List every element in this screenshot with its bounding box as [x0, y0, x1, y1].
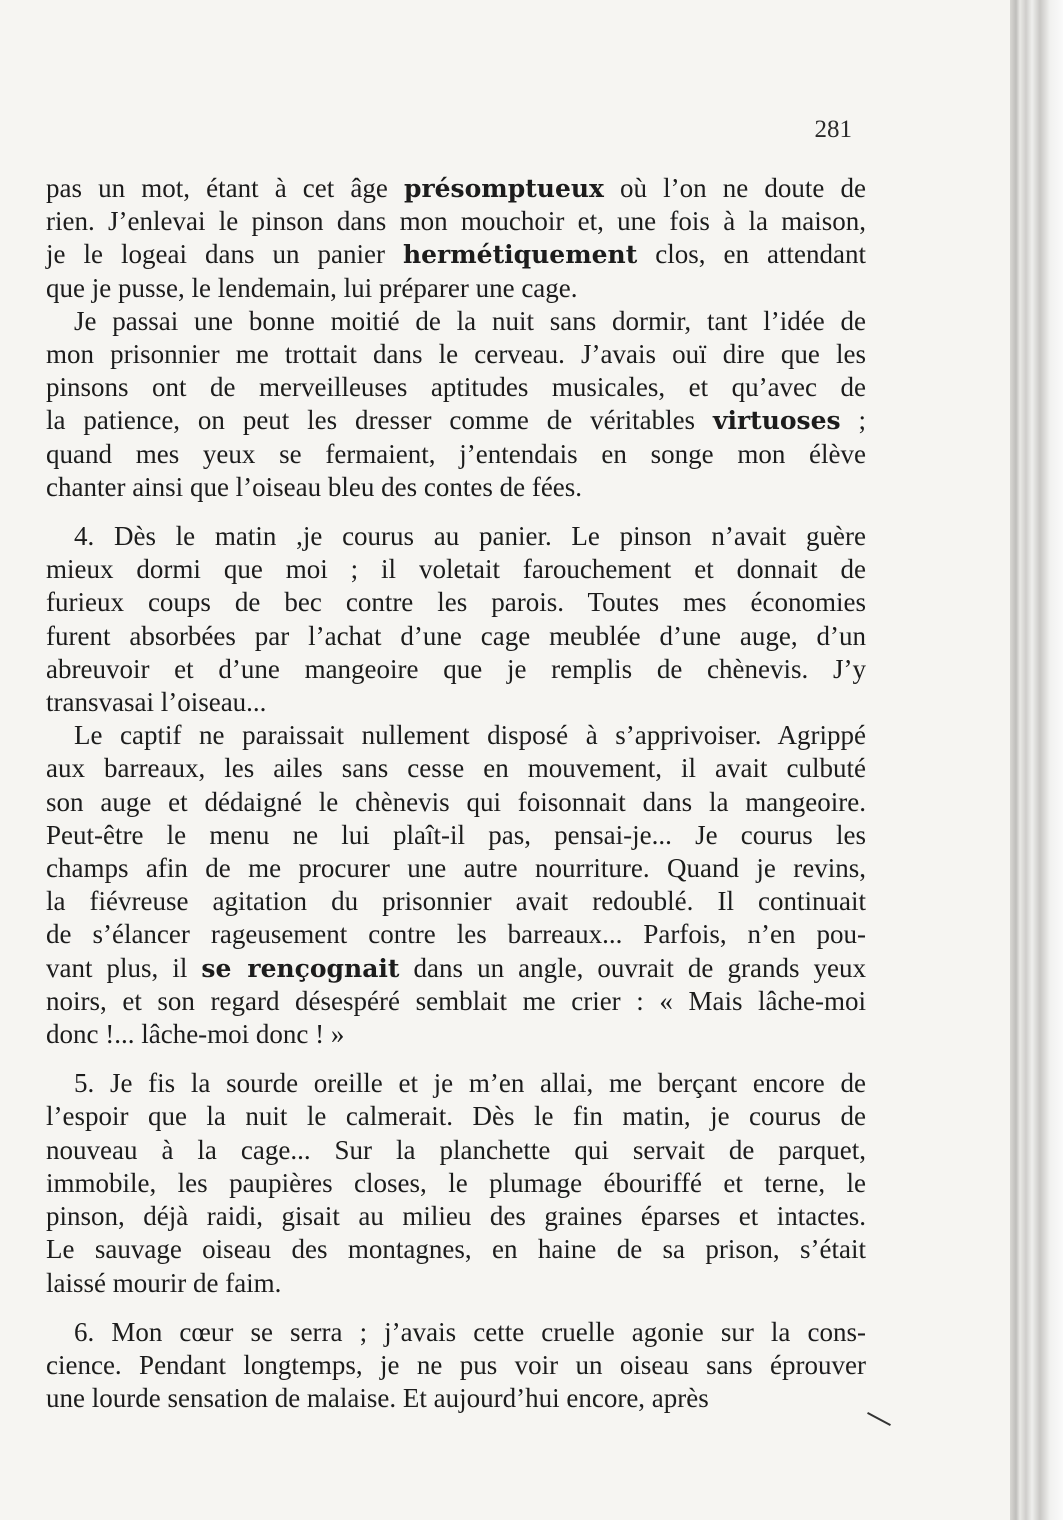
text-run: 4. Dès le matin ,je courus au panier. Le pinson n’avait guère: [74, 521, 866, 552]
text-run: que je pusse, le lendemain, lui préparer une cage.: [46, 272, 578, 303]
text-line: [46, 1200, 866, 1233]
text-run: clos, en attendant: [637, 239, 866, 270]
text-line: [46, 653, 866, 686]
text-run: abreuvoir et d’une mangeoire que je remplis de chènevis. J’y: [46, 653, 866, 684]
text-run: une lourde sensation de malaise. Et aujourd’hui encore, après: [46, 1383, 709, 1414]
text-run: furieux coups de bec contre les parois. Toutes mes économies: [46, 587, 866, 618]
text-run: pinson, déjà raidi, gisait au milieu des graines éparses et intactes.: [46, 1201, 866, 1232]
text-line: [46, 985, 866, 1018]
text-run: Le sauvage oiseau des montagnes, en haine de sa prison, s’était: [46, 1234, 866, 1265]
paragraph: [46, 1316, 866, 1416]
text-run: quand mes yeux se fermaient, j’entendais en songe mon élève: [46, 438, 866, 469]
text-line: [46, 471, 866, 504]
text-line: [46, 520, 866, 553]
text-line: [46, 852, 866, 885]
text-line: [46, 1167, 866, 1200]
text-run: 5. Je fis la sourde oreille et je m’en allai, me berçant encore de: [74, 1068, 866, 1099]
text-line: [46, 752, 866, 785]
text-line: [46, 371, 866, 404]
text-run: pinsons ont de merveilleuses aptitudes musicales, et qu’avec de: [46, 372, 866, 403]
text-run: je le logeai dans un panier: [46, 239, 403, 270]
text-run: champs afin de me procurer une autre nourriture. Quand je revins,: [46, 853, 866, 884]
text-line: [46, 1267, 866, 1300]
book-page-edges: [1010, 0, 1063, 1520]
text-line: [46, 553, 866, 586]
text-line: [46, 438, 866, 471]
text-run: mieux dormi que moi ; il voletait farouchement et donnait de: [46, 554, 866, 585]
text-run: dans un angle, ouvrait de grands yeux: [399, 952, 866, 983]
text-line: [46, 719, 866, 752]
text-line: [46, 1067, 866, 1100]
text-line: [46, 1316, 866, 1349]
text-run: aux barreaux, les ailes sans cesse en mouvement, il avait culbuté: [46, 753, 866, 784]
text-line: [46, 1233, 866, 1266]
text-line: [46, 272, 866, 305]
bold-vocabulary-word: présomptueux: [403, 174, 604, 203]
body-text: [46, 172, 866, 1415]
text-line: [46, 819, 866, 852]
paragraph: [46, 520, 866, 719]
text-run: laissé mourir de faim.: [46, 1267, 282, 1298]
text-line: [46, 1382, 866, 1415]
bold-vocabulary-word: hermétiquement: [402, 240, 638, 270]
text-line: [46, 686, 866, 719]
text-line: [46, 1134, 866, 1167]
text-run: Le captif ne paraissait nullement disposé à s’apprivoiser. Agrippé: [74, 720, 866, 751]
text-run: l’espoir que la nuit le calmerait. Dès le fin matin, je courus de: [46, 1101, 866, 1132]
text-run: noirs, et son regard désespéré semblait me crier : « Mais lâche-moi: [46, 985, 866, 1016]
paragraph: [46, 305, 866, 504]
text-run: chanter ainsi que l’oiseau bleu des contes de fées.: [46, 471, 583, 502]
text-run: Je passai une bonne moitié de la nuit sans dormir, tant l’idée de: [74, 305, 866, 336]
text-line: [46, 238, 866, 271]
text-run: donc !... lâche-moi donc ! »: [46, 1019, 345, 1050]
text-line: [46, 586, 866, 619]
text-line: [46, 305, 866, 338]
paragraph: [46, 1067, 866, 1299]
margin-mark: [867, 1412, 891, 1426]
text-line: [46, 786, 866, 819]
text-line: [46, 1100, 866, 1133]
text-run: furent absorbées par l’achat d’une cage meublée d’une auge, d’un: [46, 620, 866, 651]
paragraph: [46, 172, 866, 305]
text-run: mon prisonnier me trottait dans le cerveau. J’avais ouï dire que les: [46, 339, 866, 370]
text-run: pas un mot, étant à cet âge: [46, 173, 404, 203]
bold-vocabulary-word: se renҫognait: [201, 953, 400, 983]
text-run: vant plus, il: [46, 952, 202, 983]
paragraph: [46, 719, 866, 1051]
text-line: [46, 1018, 866, 1051]
text-run: transvasai l’oiseau...: [46, 687, 267, 718]
text-line: [46, 918, 866, 951]
page-number: 281: [814, 116, 852, 143]
text-run: où l’on ne doute de: [603, 173, 866, 203]
bold-vocabulary-word: virtuoses: [712, 406, 841, 436]
text-line: [46, 172, 866, 205]
text-line: [46, 620, 866, 653]
text-run: son auge et dédaigné le chènevis qui foisonnait dans la mangeoire.: [46, 786, 866, 817]
text-line: [46, 205, 866, 238]
text-run: la patience, on peut les dresser comme de véritables: [46, 405, 713, 436]
text-line: [46, 404, 866, 437]
text-run: cience. Pendant longtemps, je ne pus voir un oiseau sans éprouver: [46, 1349, 866, 1380]
text-run: rien. J’enlevai le pinson dans mon mouchoir et, une fois à la maison,: [46, 206, 866, 237]
text-line: [46, 338, 866, 371]
text-run: 6. Mon cœur se serra ; j’avais cette cruelle agonie sur la cons-: [74, 1316, 866, 1347]
text-line: [46, 952, 866, 985]
text-run: Peut-être le menu ne lui plaît-il pas, pensai-je... Je courus les: [46, 819, 866, 850]
text-line: [46, 885, 866, 918]
text-run: ;: [840, 405, 866, 436]
text-run: immobile, les paupières closes, le plumage ébouriffé et terne, le: [46, 1167, 866, 1198]
text-run: la fiévreuse agitation du prisonnier avait redoublé. Il continuait: [46, 886, 866, 917]
text-run: nouveau à la cage... Sur la planchette qui servait de parquet,: [46, 1134, 866, 1165]
text-run: de s’élancer rageusement contre les barreaux... Parfois, n’en pou-: [46, 919, 866, 950]
text-line: [46, 1349, 866, 1382]
